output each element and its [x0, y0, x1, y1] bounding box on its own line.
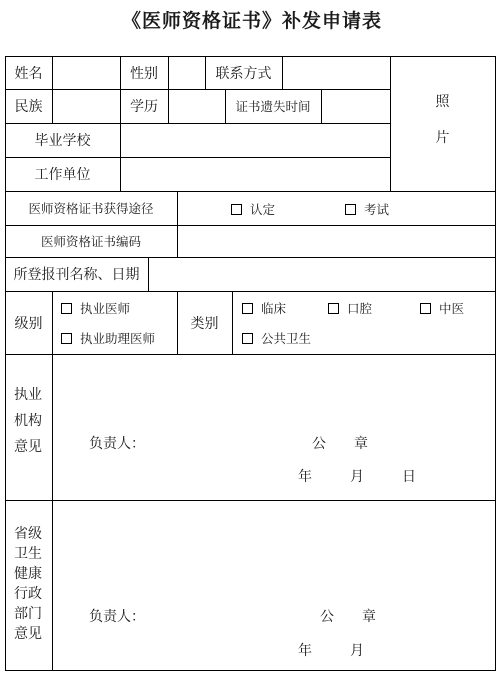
label-gender: 性别: [130, 65, 158, 82]
section-institution-label-line: 执业: [14, 387, 42, 403]
section-province-label: [8, 524, 48, 644]
option-recognition-label: 认定: [250, 202, 276, 217]
section-province-label-line: 行政: [14, 586, 42, 602]
section-province-label-line: 意见: [14, 626, 42, 642]
label-name: 姓名: [14, 65, 43, 82]
rule: [52, 291, 53, 354]
option-assistant-physician[interactable]: [61, 329, 155, 347]
section-province-label-line: 部门: [14, 606, 42, 622]
label-acquire-way: 医师资格证书获得途径: [28, 201, 154, 216]
option-tcm-label: 中医: [439, 301, 465, 316]
institution-date-month: 月: [350, 469, 364, 485]
label-work-unit: 工作单位: [34, 167, 91, 183]
section-institution-label-line: 意见: [14, 439, 42, 455]
label-contact: 联系方式: [215, 65, 272, 82]
cert-number-field[interactable]: [177, 225, 495, 257]
section-institution-label: [8, 382, 48, 460]
work-unit-field[interactable]: [120, 157, 390, 191]
option-public-health-label: 公共卫生: [261, 331, 312, 346]
institution-seal: 公 章: [312, 436, 368, 452]
rule: [232, 291, 233, 354]
institution-responsible-person: 负责人：: [89, 436, 145, 452]
section-province-label-line: 省级: [14, 526, 42, 542]
option-dental[interactable]: [328, 299, 372, 317]
section-institution-label-line: 机构: [14, 413, 42, 429]
education-field[interactable]: [168, 89, 225, 123]
contact-field[interactable]: [282, 56, 390, 89]
option-practicing-physician[interactable]: [61, 299, 130, 317]
school-field[interactable]: [120, 123, 390, 157]
institution-date-day: 日: [402, 469, 416, 485]
option-practicing-physician-label: 执业医师: [80, 301, 131, 316]
checkbox-icon[interactable]: [345, 204, 356, 215]
institution-date-year: 年: [298, 469, 312, 485]
option-exam[interactable]: [345, 200, 389, 218]
checkbox-icon[interactable]: [328, 303, 339, 314]
province-date-month: 月: [350, 643, 364, 659]
checkbox-icon[interactable]: [61, 303, 72, 314]
option-dental-label: 口腔: [347, 301, 373, 316]
rule: [5, 291, 496, 292]
section-province-label-line: 卫生: [14, 546, 42, 562]
option-clinical-label: 临床: [261, 301, 287, 316]
label-lost-time: 证书遗失时间: [235, 99, 311, 114]
label-school: 毕业学校: [34, 133, 91, 149]
label-level: 级别: [14, 315, 43, 332]
rule: [5, 670, 496, 671]
province-seal: 公 章: [320, 609, 376, 625]
province-responsible-person: 负责人：: [89, 609, 145, 625]
label-newspaper: 所登报刊名称、日期: [13, 267, 140, 283]
name-field[interactable]: [52, 56, 120, 89]
form-title: 《医师资格证书》补发申请表: [121, 10, 382, 32]
checkbox-icon[interactable]: [242, 303, 253, 314]
rule: [5, 500, 496, 501]
ethnicity-field[interactable]: [52, 89, 120, 123]
rule: [495, 56, 496, 671]
photo-label-2: 片: [435, 129, 450, 146]
photo-area: [390, 56, 495, 191]
checkbox-icon[interactable]: [420, 303, 431, 314]
newspaper-field[interactable]: [148, 257, 495, 291]
option-public-health[interactable]: [242, 329, 311, 347]
option-recognition[interactable]: [231, 200, 275, 218]
rule: [52, 354, 53, 670]
label-ethnicity: 民族: [14, 99, 43, 115]
checkbox-icon[interactable]: [61, 333, 72, 344]
option-exam-label: 考试: [364, 202, 390, 217]
checkbox-icon[interactable]: [242, 333, 253, 344]
option-clinical[interactable]: [242, 299, 286, 317]
section-province-label-line: 健康: [14, 566, 42, 582]
label-cert-number: 医师资格证书编码: [40, 234, 141, 249]
label-education: 学历: [130, 99, 158, 115]
checkbox-icon[interactable]: [231, 204, 242, 215]
photo-label-1: 照: [435, 93, 450, 110]
option-assistant-physician-label: 执业助理医师: [80, 331, 156, 346]
option-tcm[interactable]: [420, 299, 464, 317]
province-date-year: 年: [298, 643, 312, 659]
gender-field[interactable]: [168, 56, 205, 89]
rule: [5, 354, 496, 355]
label-category: 类别: [190, 315, 219, 332]
lost-time-field[interactable]: [321, 89, 390, 123]
